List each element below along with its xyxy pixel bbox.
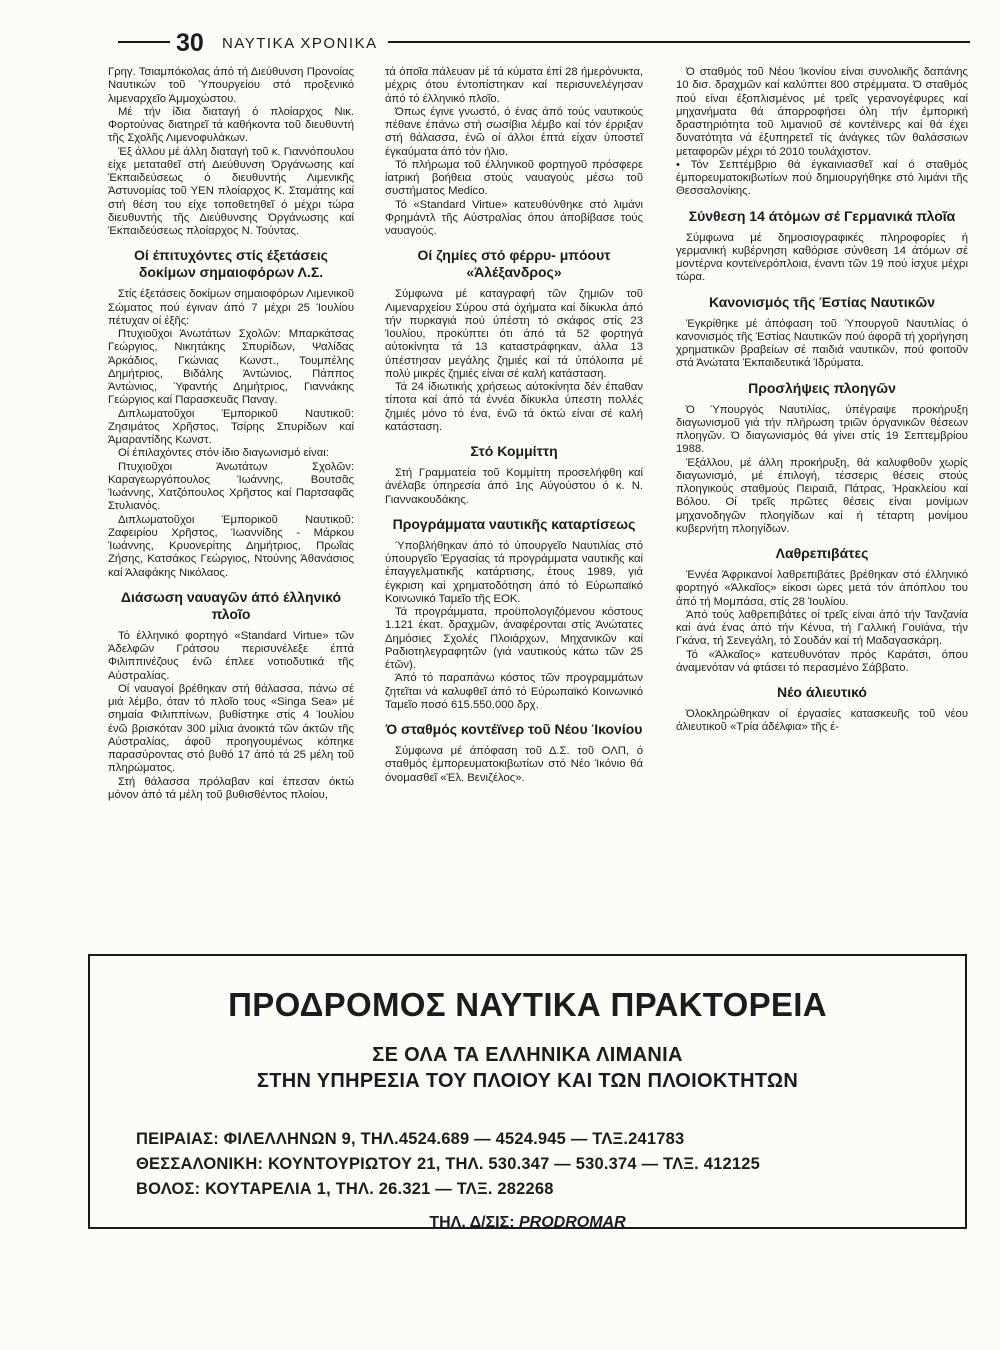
article-heading: Ό σταθμός κοντέϊνερ τοῦ Νέου Ίκονίου: [385, 721, 643, 737]
ad-address-volos: ΒΟΛΟΣ: ΚΟΥΤΑΡΕΛΙΑ 1, ΤΗΛ. 26.321 — ΤΛΞ. 282268: [136, 1180, 554, 1198]
column-3: [676, 66, 968, 735]
paragraph: Πτυχιοῦχοι Άνωτάτων Σχολῶν: Καραγεωργόπουλος Ίωάννης, Βουτσᾶς Ίωάννης, Χατζόπουλος Χρῆστος καί Παρτσαφᾶς Στυλιανός.: [108, 460, 354, 513]
paragraph: Τά προγράμματα, προϋπολογιζόμενου κόστους 1.121 έκατ. δραχμῶν, άναφέρονται στίς Άνώτατες Δημόσιες Σχολές Πλοιάρχων, Μηχανικῶν καί Ραδιοτηλεγραφητῶν (γιά ναυτικούς κάτω τῶν 25 έτῶν).: [385, 606, 643, 671]
paragraph: Στίς έξετάσεις δοκίμων σημαιοφόρων Λιμενικοῦ Σώματος πού έγιναν άπό 7 μέχρι 25 Ίουλίου πέτυχαν οί έξῆς:: [108, 288, 354, 327]
ad-telegraph-line: [88, 1214, 967, 1232]
paragraph: Στή θάλασσα πρόλαβαν καί έπεσαν όκτώ μόνον άπό τά μέλη τοῦ βυθισθέντος πλοίου,: [108, 775, 354, 801]
paragraph: Τά 24 ίδιωτικής χρήσεως αύτοκίνητα δέν έπαθαν τίποτα καί άπό τά έννέα δίκυκλα ύπεστη πολλές ζημιές μόνο τό ένα, ένῶ τά όκτώ είναι σέ καλή κατάσταση.: [385, 381, 643, 433]
ad-slogan-line-1: ΣΕ ΟΛΑ ΤΑ ΕΛΛΗΝΙΚΑ ΛΙΜΑΝΙΑ: [372, 1044, 683, 1066]
paragraph: Ό σταθμός τοῦ Νέου Ίκονίου είναι συνολικῆς δαπάνης 10 δισ. δραχμῶν καί καλύπτει 800 στρέμματα. Ό σταθμός πού είναι έξοπλισμένος μέ τρεῖς γερανογέφυρες καί μηχανήματα θά άπορροφήσει όλη τήν έμπορική δραστηριότητα τοῦ λιμανιοῦ σέ κοντέϊνερς καί θά έχει δυνατότητα νά έξυπηρετεῖ τίς άνάγκες τῶν θαλάσσιων μεταφορῶν μέχρι τό 2010 τουλάχιστον.: [676, 66, 968, 158]
paragraph: Τό «Standard Virtue» κατευθύνθηκε στό λιμάνι Φρημάντλ τῆς Αύστραλίας όπου άποβίβασε τούς ναυαγούς.: [385, 198, 643, 237]
paragraph: Σύμφωνα μέ άπόφαση τοῦ Δ.Σ. τοῦ ΟΛΠ, ό σταθμός έμπορευματοκιβωτίων στό Νέο Ίκόνιο θά όνομασθεῖ «Έλ. Βενιζέλος».: [385, 745, 643, 784]
paragraph: Ύποβλήθηκαν άπό τό ύπουργεῖο Ναυτιλίας στό ύπουργεῖο Έργασίας τά προγράμματα ναυτικῆς καί έπαγγελματικῆς κατάρτισης, έτους 1989, γιά έγκριση καί χρηματοδότηση άπό τό Εύρωπαϊκό Κοινωνικό Ταμεῖο τῆς ΕΟΚ.: [385, 539, 643, 605]
ad-slogan-line-2: ΣΤΗΝ ΥΠΗΡΕΣΙΑ ΤΟΥ ΠΛΟΙΟΥ ΚΑΙ ΤΩΝ ΠΛΟΙΟΚΤΗΤΩΝ: [256, 1070, 799, 1092]
paragraph: τά όποῖα πάλευαν μέ τά κύματα έπί 28 ήμερόνυκτα, μέχρις ότου έντοπίστηκαν καί περισυνελέγησαν άπό τό έλληνικό πλοῖο.: [385, 66, 643, 105]
paragraph: Γρηγ. Τσιαμπόκολας άπό τή Διεύθυνση Προνοίας Ναυτικών τοῦ Ύπουργείου στό προξενικό λιμεναρχεῖο Άμμοχώστου.: [108, 66, 354, 105]
paragraph: Διπλωματοῦχοι Έμπορικοῦ Ναυτικοῦ: Ζαφειρίου Χρῆστος, Ίωαννίδης - Μάρκου Ίωάννης, Κρυονερίτης Δημήτριος, Πρωΐας Ζήσης, Κατσάκος Γεώργιος, Ντούνης Άθανάσιος καί Άλαφάκης Νικόλαος.: [108, 513, 354, 579]
paragraph: Όλοκληρώθηκαν οί έργασίες κατασκευῆς τοῦ νέου άλιευτικοῦ «Τρία άδέλφια» τῆς έ-: [676, 708, 968, 734]
paragraph: Έγκρίθηκε μέ άπόφαση τοῦ Ύπουργοῦ Ναυτιλίας ό κανονισμός τῆς Έστίας Ναυτικῶν πού άφορᾶ τή χορήγηση χρηματικῶν βραβείων σέ παιδιά ναυτικῶν, πού φοιτοῦν στά Άνώτατα Έκπαιδευτικά Ίδρύματα.: [676, 317, 968, 370]
paragraph: Σύμφωνα μέ δημοσιογραφικές πληροφορίες ή γερμανική κυβέρνηση καθόρισε σύνθεση 14 άτόμων σέ μοντέρνα κοντεϊνερόπλοια, έναντι τῶν 19 πού ίσχυε μέχρι τώρα.: [676, 231, 968, 284]
article-heading: Λαθρεπιβάτες: [775, 545, 869, 561]
paragraph: Οί ναυαγοί βρέθηκαν στή θάλασσα, πάνω σέ μιά λέμβο, όταν τό πλοῖο τους «Singa Sea» μέ σημαία Φιλιππίνων, βυθίστηκε στίς 4 Ίουλίου ένῶ βρισκόταν 300 μίλια άνοικτά τῶν άκτῶν τῆς Αύστραλίας, άφοῦ προηγουμένως κόπηκε παρασύροντας στό βυθό 17 άπό τά 25 μέλη τοῦ πληρώματος.: [108, 682, 354, 775]
article-heading: Νέο άλιευτικό: [777, 684, 867, 700]
ad-address-thessaloniki: ΘΕΣΣΑΛΟΝΙΚΗ: ΚΟΥΝΤΟΥΡΙΩΤΟΥ 21, ΤΗΛ. 530.347 — 530.374 — ΤΛΞ. 412125: [136, 1155, 760, 1173]
article-heading: Οί ζημίες στό φέρρυ- μπόουτ «Άλέξανδρος»: [417, 247, 611, 281]
bullet-paragraph: • Τόν Σεπτέμβριο θά έγκαινιασθεῖ καί ό σταθμός έμπορευματοκιβωτίων πού δημιουργήθηκε στό λιμάνι τῆς Θεσσαλονίκης.: [676, 158, 968, 198]
column-2: [385, 66, 643, 785]
page-number: 30: [176, 29, 204, 57]
paragraph: Μέ τήν ίδια διαταγή ό πλοίαρχος Νικ. Φορτούνας διατηρεῖ τά καθήκοντα τοῦ διευθυντή τῆς Σχολῆς Λιμενοφυλάκων.: [108, 105, 354, 145]
paragraph: Άπό τούς λαθρεπιβάτες οί τρεῖς είναι άπό τήν Τανζανία καί άνά ένας άπό τήν Κένυα, τή Γαλλική Γουϊάνα, τήν Γκάνα, τή Σενεγάλη, τό Σουδάν καί τή Μαδαγασκάρη.: [676, 608, 968, 648]
ad-address-piraeus: ΠΕΙΡΑΙΑΣ: ΦΙΛΕΛΛΗΝΩΝ 9, ΤΗΛ.4524.689 — 4524.945 — ΤΛΞ.241783: [136, 1130, 685, 1148]
paragraph: Τό πλήρωμα τοῦ έλληνικοῦ φορτηγοῦ πρόσφερε ίατρική βοήθεια στούς ναυαγούς μέσω τοῦ συστήματος Medico.: [385, 158, 643, 198]
paragraph: Στή Γραμματεία τοῦ Κομμίττη προσελήφθη καί άνέλαβε ύπηρεσία άπό 1ης Αύγούστου ό κ. Ν. Γιαννακουδάκης.: [385, 467, 643, 506]
column-1: [108, 66, 354, 802]
article-heading: Σύνθεση 14 άτόμων σέ Γερμανικά πλοῖα: [688, 207, 956, 224]
paragraph: Άπό τό παραπάνω κόστος τῶν προγραμμάτων ζητεῖται νά καλυφθεῖ άπό τό Εύρωπαϊκό Κοινωνικό Ταμεῖο ποσό 615.550.000 δρχ.: [385, 672, 643, 711]
ad-company-name: ΠΡΟΔΡΟΜΟΣ ΝΑΥΤΙΚΑ ΠΡΑΚΤΟΡΕΙΑ: [228, 986, 827, 1023]
paragraph: Πτυχιοῦχοι Άνωτάτων Σχολῶν: Μπαρκάτσας Γεώργιος, Νικητάκης Σπυρίδων, Ψαλίδας Άρκάδιος, Γκώνιας Κωνστ., Τουμπέλης Δημήτριος, Βιδάλης Άντώνιος, Πάππος Άντώνιος, Ύφαντής Δημήτριος, Γιαννάκης Γεώργιος καί Παρασκευᾶς Παναγ.: [108, 328, 354, 407]
header-rule-left: [118, 41, 170, 43]
paragraph: Σύμφωνα μέ καταγραφή τῶν ζημιῶν τοῦ Λιμεναρχείου Σύρου στά όχήματα καί δίκυκλα άπό τήν πυρκαγιά πού ύπέστη τό σκάφος στίς 23 Ίουλίου, προκύπτει ότι άπό τά 52 φορτηγά αύτοκίνητα τά 13 καταστράφηκαν, άλλα 13 ύπέστησαν μεγάλης ζημιές καί τά ύπόλοιπα μέ πολύ μικρές ζημιές είναι σέ καλή κατάσταση.: [385, 288, 643, 380]
paragraph: Ό Ύπουργός Ναυτιλίας, ύπέγραψε προκήρυξη διαγωνισμοῦ γιά τήν πλήρωση τριῶν όργανικῶν θέσεων πλοηγῶν. Ό διαγωνισμός θά γίνει στίς 19 Σεπτεμβρίου 1988.: [676, 403, 968, 456]
article-heading: Προσλήψεις πλοηγῶν: [748, 379, 896, 396]
paragraph: Διπλωματοῦχοι Έμπορικοῦ Ναυτικοῦ: Ζησιμάτος Χρῆστος, Τσίρης Σπυρίδων καί Άμαραντίδης Κωνστ.: [108, 407, 354, 446]
paragraph: Τό έλληνικό φορτηγό «Standard Virtue» τῶν Άδελφῶν Γράτσου περισυνέλεξε έπτά Φιλιππινέζους ένῶ έπλεε νοτιοδυτικά τῆς Αύστραλίας.: [108, 629, 354, 682]
article-heading: Προγράμματα ναυτικῆς καταρτίσεως: [392, 515, 636, 532]
ad-telegraph-label: ΤΗΛ. Δ/ΣΙΣ:: [429, 1214, 519, 1231]
article-heading: Οί έπιτυχόντες στίς έξετάσεις δοκίμων σημαιοφόρων Λ.Σ.: [134, 247, 328, 281]
paragraph: Όπως έγινε γνωστό, ό ένας άπό τούς ναυτικούς πέθανε έπάνω στή σωσίβια λέμβο καί τόν έρριξαν στή θάλασσα, ένῶ οί άλλοι έπτά είχαν ύποστεῖ έγκαύματα άπό τόν ήλιο.: [385, 105, 643, 158]
ad-telegraph-value: PRODROMAR: [519, 1214, 626, 1231]
article-heading: Κανονισμός τῆς Έστίας Ναυτικῶν: [708, 293, 936, 310]
article-heading: Στό Κομμίττη: [470, 443, 558, 459]
article-heading: Διάσωση ναυαγῶν άπό έλληνικό πλοῖο: [120, 588, 342, 622]
paragraph: Έξάλλου, μέ άλλη προκήρυξη, θά καλυφθοῦν χωρίς διαγωνισμό, μέ έπιλογή, τέσσερις θέσεις στούς πλοηγικούς σταθμούς Πειραιᾶ, Πάτρας, Ήρακλείου καί Βόλου. Οί τρεῖς πρῶτες θέσεις είναι μονίμων μηχανοδηγῶν πλοηγίδων καί ή τέταρτη μονίμου κυβερνήτη πλοηγίδων.: [676, 456, 968, 535]
publication-title: ΝΑΥΤΙΚΑ ΧΡΟΝΙΚΑ: [222, 35, 378, 52]
paragraph: Έννέα Άφρικανοί λαθρεπιβάτες βρέθηκαν στό έλληνικό φορτηγό «Άλκαῖος» είκοσι ώρες μετά τόν άπόπλου του άπό τή Μομπάσα, στίς 28 Ίουλίου.: [676, 569, 968, 608]
advertisement-box: [88, 954, 967, 1229]
paragraph: Οί έπιλαχόντες στόν ίδιο διαγωνισμό είναι:: [118, 447, 329, 460]
page-header: [118, 29, 970, 57]
header-rule-right: [388, 41, 970, 43]
paragraph: Έξ άλλου μέ άλλη διαταγή τοῦ κ. Γιαννόπουλου είχε μεταταθεῖ στή Διεύθυνση Όργάνωσης καί Έκπαιδεύσεως ό διευθυντής Λιμενικῆς Άστυνομίας τοῦ ΥΕΝ πλοίαρχος Κ. Σταμάτης καί στή θέση του είχε τοποθετηθεῖ ό μέχρι τώρα διευθυντής τῆς Διεύθυνσης Όργάνωσης καί Έκπαιδεύσεως πλοίαρχος Ν. Τούντας.: [108, 145, 354, 237]
paragraph: Τό «Άλκαῖος» κατευθυνόταν πρός Καράτσι, όπου άναμενόταν νά φτάσει τό περασμένο Σάββατο.: [676, 648, 968, 674]
